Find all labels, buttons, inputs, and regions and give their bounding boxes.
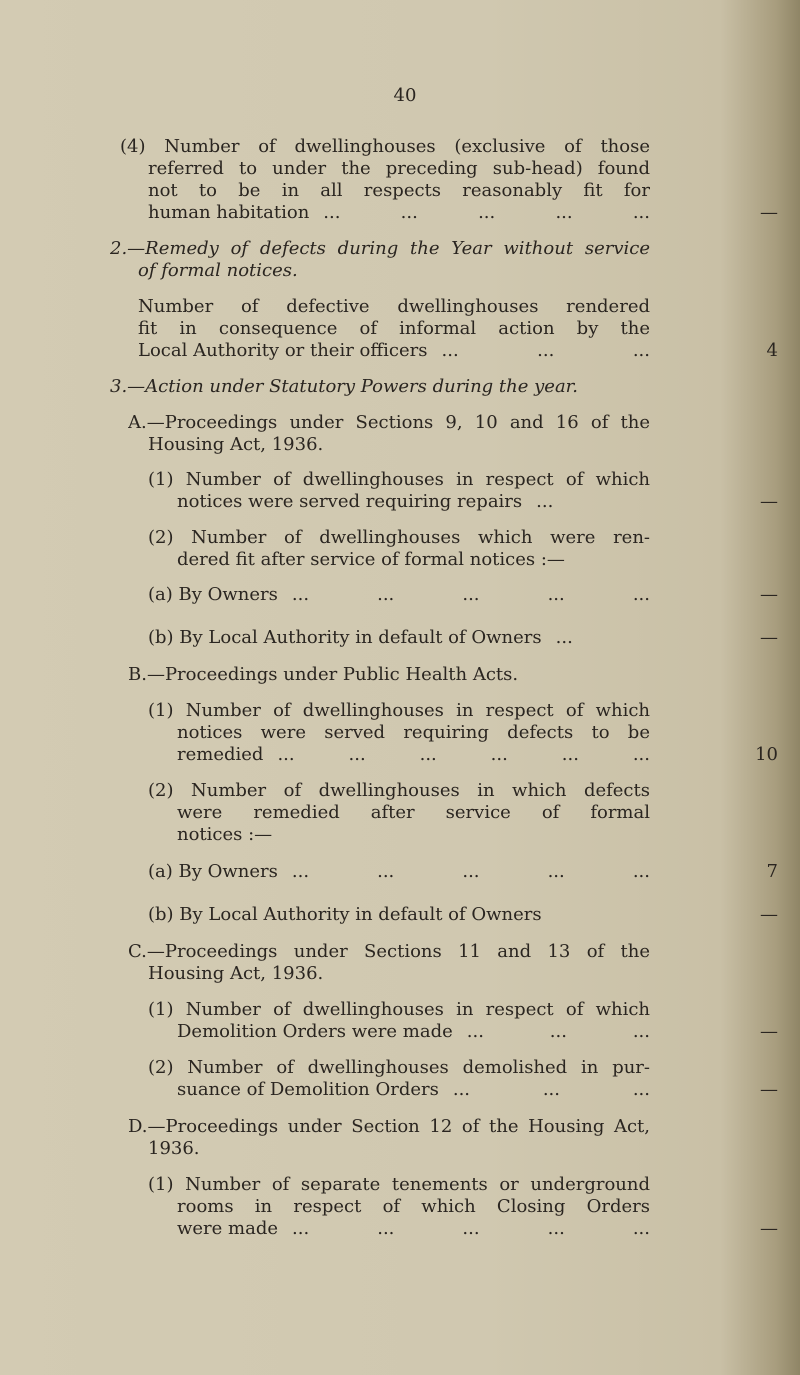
report-item — [148, 1057, 650, 1101]
text-line: D.—Proceedings under Section 12 of the Housing Act, — [128, 1116, 650, 1137]
dot-leader: ... ... ... — [466, 1021, 650, 1042]
text-line — [148, 202, 650, 224]
line-text: notices were served requiring repairs — [177, 491, 523, 512]
report-item — [148, 700, 650, 766]
report-item — [148, 584, 650, 606]
report-item — [148, 527, 650, 571]
text-line — [177, 1218, 650, 1240]
text-line: Number of defective dwellinghouses rendered — [138, 296, 650, 317]
line-text: were made — [177, 1218, 279, 1239]
line-text: (a) By Owners — [148, 861, 278, 882]
line-text: Demolition Orders were made — [177, 1021, 453, 1042]
item-value: — — [760, 202, 778, 223]
report-item — [128, 412, 650, 456]
item-value: — — [760, 1021, 778, 1042]
item-value: — — [760, 904, 778, 925]
text-line: notices :— — [177, 824, 273, 845]
report-item — [128, 941, 650, 985]
report-item — [128, 1116, 650, 1160]
dot-leader: ... — [555, 627, 573, 648]
text-line: (1) Number of separate tenements or underground — [148, 1174, 650, 1195]
section-heading — [110, 376, 650, 398]
text-line — [177, 1021, 650, 1043]
dot-leader: ... ... ... — [441, 340, 650, 361]
text-line: C.—Proceedings under Sections 11 and 13 of the — [128, 941, 650, 962]
text-line: 1936. — [148, 1138, 200, 1159]
text-line: rooms in respect of which Closing Orders — [177, 1196, 650, 1217]
line-text: human habitation — [148, 202, 310, 223]
text-line: not to be in all respects reasonably fit for — [148, 180, 650, 201]
report-item — [148, 627, 650, 649]
text-line: fit in consequence of informal action by the — [138, 318, 650, 339]
item-value: — — [760, 584, 778, 605]
text-line: Housing Act, 1936. — [148, 963, 324, 984]
report-item — [148, 469, 650, 513]
text-line: (2) Number of dwellinghouses which were ren- — [148, 527, 650, 548]
item-value: — — [760, 491, 778, 512]
text-line: (1) Number of dwellinghouses in respect of which — [148, 469, 650, 490]
text-line: referred to under the preceding sub-head) found — [148, 158, 650, 179]
dot-leader: ... ... ... ... ... — [291, 861, 650, 882]
report-item — [148, 780, 650, 846]
report-item — [148, 904, 650, 926]
item-value: 4 — [766, 340, 778, 361]
report-item — [148, 999, 650, 1043]
text-line — [148, 861, 650, 883]
text-line: (1) Number of dwellinghouses in respect of which — [148, 999, 650, 1020]
report-item — [120, 136, 650, 224]
text-line: dered fit after service of formal notices :— — [177, 549, 565, 570]
text-line — [148, 584, 650, 606]
text-line — [177, 1079, 650, 1101]
dot-leader: ... — [536, 491, 554, 512]
report-item — [138, 296, 650, 362]
text-line: were remedied after service of formal — [177, 802, 650, 823]
text-line: of formal notices. — [138, 260, 298, 281]
page-number: 40 — [393, 85, 417, 106]
text-line: notices were served requiring defects to be — [177, 722, 650, 743]
item-value: — — [760, 627, 778, 648]
text-line: (4) Number of dwellinghouses (exclusive of those — [120, 136, 650, 157]
text-line: A.—Proceedings under Sections 9, 10 and 16 of the — [128, 412, 650, 433]
text-line: Housing Act, 1936. — [148, 434, 324, 455]
text-line — [177, 744, 650, 766]
item-value: — — [760, 1079, 778, 1100]
text-line: B.—Proceedings under Public Health Acts. — [128, 664, 519, 685]
dot-leader: ... ... ... — [452, 1079, 650, 1100]
report-item — [148, 1174, 650, 1240]
text-line: (1) Number of dwellinghouses in respect of which — [148, 700, 650, 721]
text-line: (b) By Local Authority in default of Owners — [148, 904, 542, 925]
text-line — [138, 340, 650, 362]
text-line — [148, 627, 650, 649]
text-line: (2) Number of dwellinghouses in which defects — [148, 780, 650, 801]
item-value: 10 — [755, 744, 778, 765]
line-text: Local Authority or their officers — [138, 340, 428, 361]
dot-leader: ... ... ... ... ... ... — [277, 744, 650, 765]
section-heading — [110, 238, 650, 282]
dot-leader: ... ... ... ... ... — [292, 1218, 650, 1239]
report-item — [128, 664, 650, 686]
item-value: 7 — [766, 861, 778, 882]
report-item — [148, 861, 650, 883]
dot-leader: ... ... ... ... ... — [323, 202, 650, 223]
line-text: (a) By Owners — [148, 584, 278, 605]
item-value: — — [760, 1218, 778, 1239]
line-text: remedied — [177, 744, 264, 765]
dot-leader: ... ... ... ... ... — [291, 584, 650, 605]
line-text: (b) By Local Authority in default of Owners — [148, 627, 542, 648]
text-line: 3.—Action under Statutory Powers during the year. — [110, 376, 579, 397]
text-line — [177, 491, 650, 513]
text-line: (2) Number of dwellinghouses demolished in pur- — [148, 1057, 650, 1078]
text-line: 2.—Remedy of defects during the Year without service — [110, 238, 650, 259]
line-text: suance of Demolition Orders — [177, 1079, 439, 1100]
